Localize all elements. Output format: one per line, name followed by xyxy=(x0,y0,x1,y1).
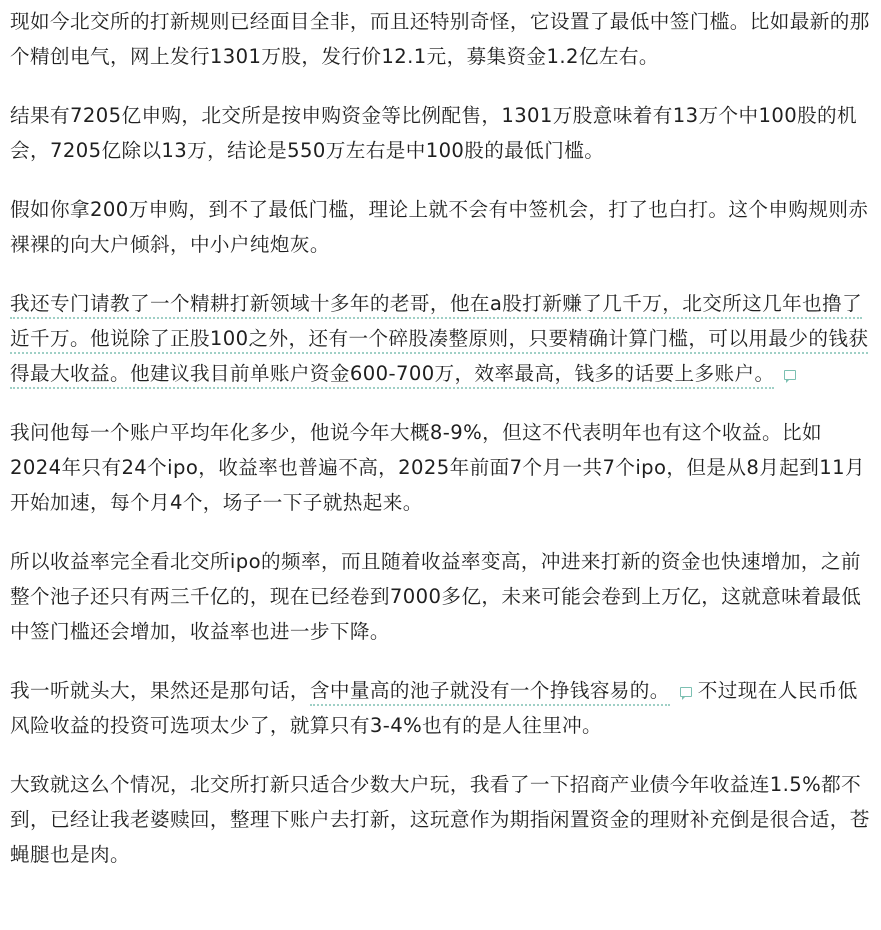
paragraph-text: 我问他每一个账户平均年化多少，他说今年大概8-9%，但这不代表明年也有这个收益。比如2024年只有24个ipo，收益率也普遍不高，2025年前面7个月一共7个ipo，但是从8月起到11月开始加速，每个月4个，场子一下子就热起来。 xyxy=(10,421,865,514)
paragraph-3 xyxy=(10,192,871,262)
paragraph-5 xyxy=(10,415,871,520)
paragraph-text: 现如今北交所的打新规则已经面目全非，而且还特别奇怪，它设置了最低中签门槛。比如最新的那个精创电气，网上发行1301万股，发行价12.1元，募集资金1.2亿左右。 xyxy=(10,10,870,68)
paragraph-text: 假如你拿200万申购，到不了最低门槛，理论上就不会有中签机会，打了也白打。这个申购规则赤裸裸的向大户倾斜，中小户纯炮灰。 xyxy=(10,198,869,256)
paragraph-8 xyxy=(10,767,871,872)
paragraph-text: 不过现在人民币低风险收益的投资可选项太少了，就算只有3-4%也有的是人往里冲。 xyxy=(10,679,858,737)
paragraph-4 xyxy=(10,286,871,391)
paragraph-text: 我一听就头大，果然还是那句话， xyxy=(10,679,310,702)
highlighted-annotation[interactable]: 含中量高的池子就没有一个挣钱容易的。 xyxy=(310,679,670,706)
paragraph-text: 大致就这么个情况，北交所打新只适合少数大户玩，我看了一下招商产业债今年收益连1.5%都不到，已经让我老婆赎回，整理下账户去打新，这玩意作为期指闲置资金的理财补充倒是很合适，苍蝇腿也是肉。 xyxy=(10,773,870,866)
paragraph-6 xyxy=(10,544,871,649)
comment-icon[interactable] xyxy=(680,687,692,697)
comment-icon[interactable] xyxy=(784,370,796,380)
highlighted-annotation[interactable]: 我还专门请教了一个精耕打新领域十多年的老哥，他在a股打新赚了几千万，北交所这几年也撸了近千万。他说除了正股100之外，还有一个碎股凑整原则，只要精确计算门槛，可以用最少的钱获得最大收益。他建议我目前单账户资金600-700万，效率最高，钱多的话要上多账户。 xyxy=(10,292,868,389)
paragraph-7 xyxy=(10,673,871,743)
paragraph-text: 所以收益率完全看北交所ipo的频率，而且随着收益率变高，冲进来打新的资金也快速增加，之前整个池子还只有两三千亿的，现在已经卷到7000多亿，未来可能会卷到上万亿，这就意味着最低中签门槛还会增加，收益率也进一步下降。 xyxy=(10,550,862,643)
paragraph-text: 结果有7205亿申购，北交所是按申购资金等比例配售，1301万股意味着有13万个中100股的机会，7205亿除以13万，结论是550万左右是中100股的最低门槛。 xyxy=(10,104,858,162)
paragraph-1 xyxy=(10,4,871,74)
paragraph-2 xyxy=(10,98,871,168)
